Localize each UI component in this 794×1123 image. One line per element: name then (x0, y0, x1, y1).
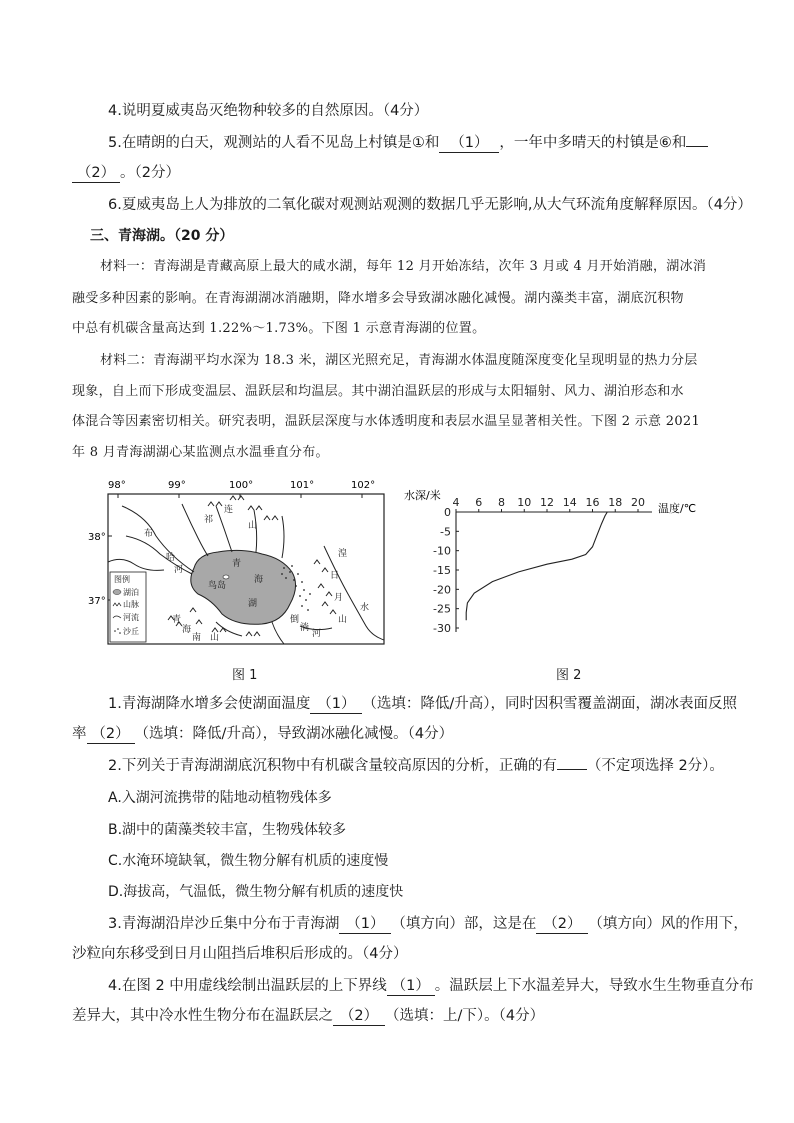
option-d[interactable]: D.海拔高，气温低，微生物分解有机质的速度快 (108, 884, 404, 900)
place-label: 河 (312, 629, 322, 639)
answer-blank[interactable]: （1） (310, 695, 362, 714)
y-tick-label: -30 (433, 622, 451, 635)
q2-line (108, 756, 724, 776)
option-b[interactable]: B.湖中的菌藻类较丰富，生物残体较多 (108, 822, 347, 838)
temperature-chart (404, 486, 704, 646)
legend-item: 湖泊 (123, 588, 139, 597)
x-tick-label: 16 (585, 496, 600, 509)
question-5 (108, 133, 708, 153)
material-1-line: 融受多种因素的影响。在青海湖湖冰消融期，降水增多会导致湖冰融化减慢。湖内藻类丰富，湖底沉积物 (72, 291, 684, 306)
lon-label: 98° (108, 480, 126, 491)
q3-line (108, 914, 748, 934)
place-label: 鸟岛 (208, 581, 227, 591)
place-label: 南 (192, 633, 202, 643)
q3-text: 3.青海湖沿岸沙丘集中分布于青海湖 (108, 916, 340, 932)
material-2-line: 年 8 月青海湖湖心某监测点水温垂直分布。 (72, 445, 329, 460)
y-tick-label: -15 (433, 564, 451, 577)
answer-blank[interactable]: （1） (387, 977, 435, 996)
answer-blank[interactable]: （2） (72, 164, 120, 183)
map-figure (86, 476, 390, 652)
y-tick-label: -10 (433, 544, 451, 558)
x-tick-label: 10 (517, 496, 532, 509)
legend-item: 沙丘 (123, 627, 139, 636)
option-a[interactable]: A.入湖河流携带的陆地动植物残体多 (108, 790, 332, 806)
section-heading: 三、青海湖。（20 分） (90, 228, 234, 244)
material-1-line: 中总有机碳含量高达到 1.22%～1.73%。下图 1 示意青海湖的位置。 (72, 321, 486, 336)
place-label: 海 (254, 575, 264, 585)
place-label: 山 (338, 615, 348, 625)
place-label: 湟 (338, 549, 348, 559)
place-label: 连 (224, 505, 234, 515)
x-tick-label: 12 (540, 496, 554, 509)
q4-text-3: 差异大，其中冷水性生物分布在温跃层之 (72, 1008, 333, 1024)
place-label: 河 (174, 565, 184, 575)
x-tick-label: 4 (452, 496, 460, 509)
q1-text-2: （选填：降低/升高），同时因积雪覆盖湖面，湖冰表面反照 (362, 696, 737, 712)
question-5-cont (72, 163, 180, 183)
question-5-score: 。（2分） (120, 165, 180, 181)
answer-blank[interactable] (557, 769, 587, 770)
lon-label: 102° (351, 480, 376, 491)
figure-2-caption: 图 2 (556, 668, 582, 683)
q1-text-3: 率 (72, 726, 87, 742)
q2-tail: （不定项选择 2分）。 (586, 758, 724, 774)
question-5-text: 5.在晴朗的白天，观测站的人看不见岛上村镇是①和 (108, 135, 440, 151)
place-label: 淌 (300, 623, 310, 633)
answer-blank[interactable]: （2） (87, 725, 135, 744)
y-tick-label: -20 (433, 583, 451, 597)
place-label: 海 (182, 625, 192, 635)
q2-text: 2.下列关于青海湖湖底沉积物中有机碳含量较高原因的分析，正确的有 (108, 758, 557, 774)
q3-line-2: 沙粒向东移受到日月山阻挡后堆积后形成的。（4分） (72, 946, 408, 962)
q1-line (108, 694, 737, 714)
material-2-line: 现象，自上而下形成变温层、温跃层和均温层。其中湖泊温跃层的形成与太阳辐射、风力、湖泊形态和水 (72, 384, 684, 399)
place-label: 日 (330, 571, 340, 581)
q1-text-4: （选填：降低/升高），导致湖冰融化减慢。（4分） (134, 726, 454, 742)
place-label: 哈 (166, 553, 176, 563)
place-label: 布 (144, 529, 154, 539)
material-1-line: 材料一：青海湖是青藏高原上最大的咸水湖，每年 12 月开始冻结，次年 3 月或 4 月开始消融，湖冰消 (100, 259, 707, 274)
y-axis-label: 水深/米 (404, 489, 441, 502)
place-label: 青 (172, 615, 182, 625)
x-tick-label: 18 (608, 496, 623, 509)
place-label: 月 (334, 593, 344, 603)
temperature-line (466, 512, 607, 620)
y-tick-label: -25 (433, 602, 451, 616)
answer-blank[interactable]: （2） (333, 1007, 385, 1026)
place-label: 湖 (248, 599, 258, 609)
place-label: 祁 (204, 515, 214, 525)
lon-label: 99° (168, 480, 186, 491)
q1-text: 1.青海湖降水增多会使湖面温度 (108, 696, 311, 712)
q4-line-2 (72, 1006, 544, 1026)
material-2-line: 材料二：青海湖平均水深为 18.3 米，湖区光照充足，青海湖水体温度随深度变化呈现明显的热力分层 (100, 353, 698, 368)
place-label: 水 (360, 603, 370, 613)
lat-label: 37° (88, 596, 106, 607)
material-2-line: 体混合等因素密切相关。研究表明，温跃层深度与水体透明度和表层水温呈显著相关性。下图 2 示意 2021 (72, 414, 701, 429)
place-label: 倒 (290, 615, 300, 625)
x-tick-label: 8 (498, 496, 505, 509)
x-tick-label: 6 (475, 496, 483, 509)
lat-label: 38° (88, 532, 106, 543)
answer-blank[interactable]: （1） (339, 915, 391, 934)
question-6: 6.夏威夷岛上人为排放的二氧化碳对观测站观测的数据几乎无影响,从大气环流角度解释原因。（4分） (108, 197, 752, 213)
q4-text: 4.在图 2 中用虚线绘制出温跃层的上下界线 (108, 978, 387, 994)
answer-blank[interactable]: （1） (439, 134, 499, 153)
legend-item: 河流 (123, 613, 139, 622)
q3-text-2: （填方向）部，这是在 (391, 916, 537, 932)
q1-line-2 (72, 724, 453, 744)
q3-text-3: （填方向）风的作用下， (588, 916, 748, 932)
question-5-text-2: ，一年中多晴天的村镇是⑥和 (499, 135, 687, 151)
x-tick-label: 20 (631, 496, 645, 509)
y-tick-label: 0 (444, 506, 451, 519)
x-axis-label: 温度/℃ (658, 502, 697, 515)
place-label: 山 (210, 633, 220, 643)
lon-label: 101° (290, 480, 315, 491)
option-c[interactable]: C.水淹环境缺氧，微生物分解有机质的速度慢 (108, 853, 389, 869)
lon-label: 100° (229, 480, 254, 491)
place-label: 山 (248, 521, 258, 531)
question-4: 4.说明夏威夷岛灭绝物种较多的自然原因。（4分） (108, 103, 429, 119)
y-tick-label: -5 (440, 525, 451, 539)
figure-1-caption: 图 1 (232, 668, 258, 683)
x-tick-label: 14 (562, 496, 577, 509)
answer-blank[interactable]: （2） (536, 915, 588, 934)
q4-line (108, 976, 754, 996)
legend-title: 图例 (114, 575, 130, 584)
place-label: 青 (232, 559, 242, 569)
legend-item: 山脉 (123, 600, 139, 609)
q4-text-4: （选填：上/下）。（4分） (385, 1008, 545, 1024)
answer-blank-trailing[interactable] (686, 146, 708, 147)
q4-text-2: 。温跃层上下水温差异大，导致水生生物垂直分布 (434, 978, 754, 994)
